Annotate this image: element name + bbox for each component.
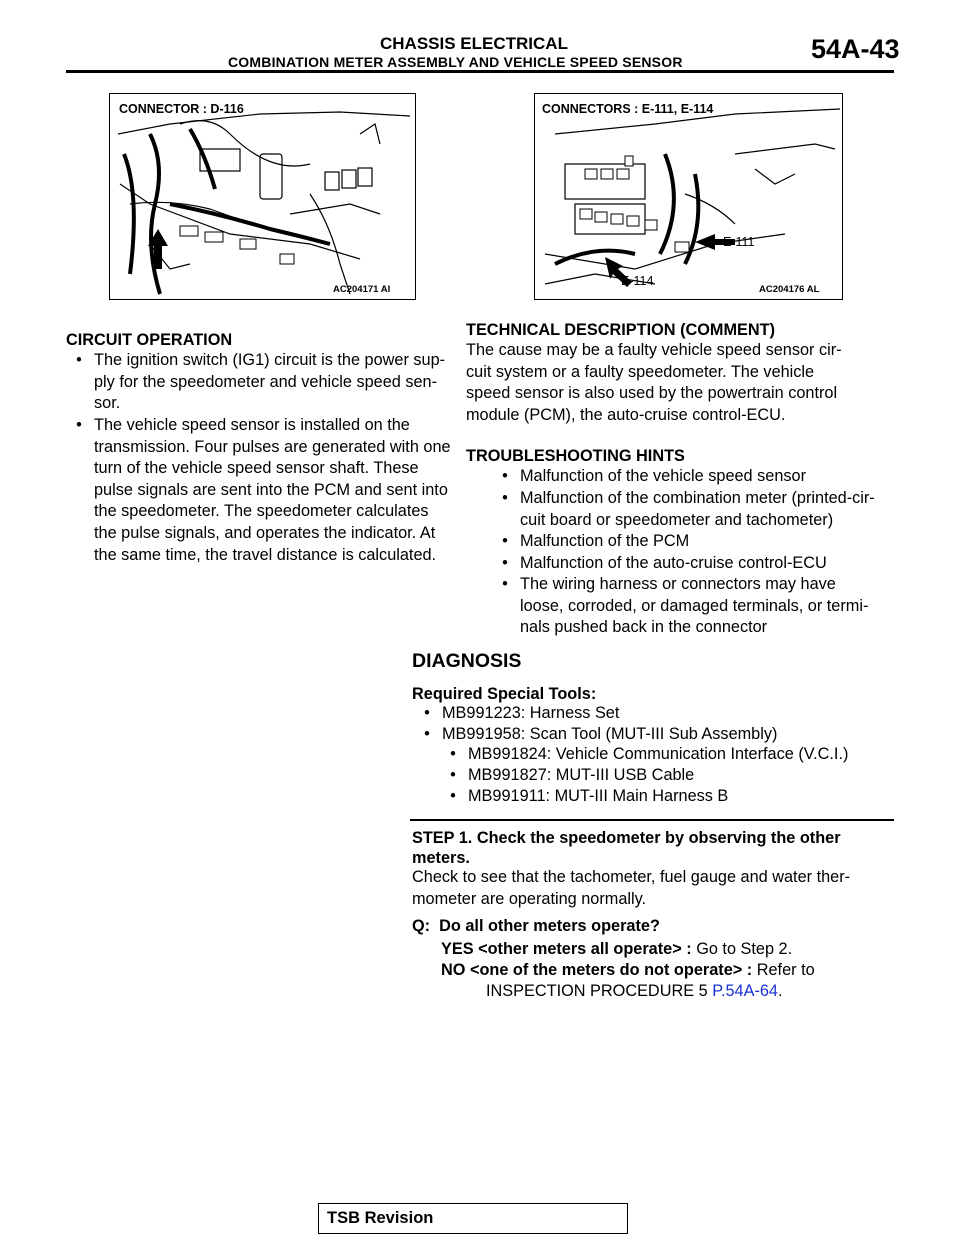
circuit-b2-line: turn of the vehicle speed sensor shaft. These: [94, 459, 419, 478]
tech-line: speed sensor is also used by the powertrain control: [466, 384, 838, 403]
bullet-dot: •: [502, 489, 508, 507]
step1-no: [441, 960, 815, 982]
tech-text: [466, 340, 896, 426]
step1-title-line: meters.: [412, 848, 470, 867]
section-title: CHASSIS ELECTRICAL: [380, 34, 568, 53]
hint-line: Malfunction of the combination meter (printed-cir-: [520, 489, 875, 507]
tool-sub-line: MB991824: Vehicle Communication Interface (V.C.I.): [468, 745, 849, 763]
diagnosis-heading: DIAGNOSIS: [412, 650, 522, 672]
figure-2-label-e114: E-114: [621, 274, 654, 288]
connector-d116-illustration: [110, 94, 416, 300]
bullet-dot: •: [450, 766, 456, 784]
circuit-b2-line: the same time, the travel distance is calculated.: [94, 545, 437, 564]
circuit-b1-line: sor.: [94, 394, 121, 413]
figure-2-code: AC204176 AL: [759, 284, 820, 295]
step-divider: [410, 819, 894, 821]
figure-1-code: AC204171 AI: [333, 284, 391, 295]
no-text: Refer to: [756, 961, 815, 979]
step1-question: Q: Do all other meters operate?: [412, 917, 660, 935]
hint-line: Malfunction of the PCM: [520, 532, 690, 550]
page-number: 54A-43: [811, 34, 900, 64]
header-rule: [66, 70, 894, 73]
circuit-b2-line: pulse signals are sent into the PCM and sent into: [94, 480, 448, 499]
hint-line: loose, corroded, or damaged terminals, or termi-: [520, 596, 869, 615]
step1-title: [412, 828, 892, 869]
circuit-b1-line: The ignition switch (IG1) circuit is the power sup-: [94, 351, 446, 369]
tsb-revision-label: TSB Revision: [327, 1209, 434, 1227]
hints-heading: TROUBLESHOOTING HINTS: [466, 447, 685, 465]
bullet-dot: •: [450, 787, 456, 805]
circuit-b1-line: ply for the speedometer and vehicle speed sen-: [94, 372, 438, 391]
tool-sub-line: MB991827: MUT-III USB Cable: [468, 766, 695, 784]
circuit-b2-line: the pulse signals, and operates the indicator. At: [94, 523, 436, 542]
hint-line: cuit board or speedometer and tachometer): [520, 510, 834, 529]
tech-line: The cause may be a faulty vehicle speed sensor cir-: [466, 341, 842, 359]
step1-desc: [412, 867, 892, 910]
hint-line: The wiring harness or connectors may have: [520, 575, 836, 593]
circuit-heading: CIRCUIT OPERATION: [66, 331, 233, 349]
bullet-dot: •: [76, 416, 82, 434]
section-subtitle: COMBINATION METER ASSEMBLY AND VEHICLE SPEED SENSOR: [228, 54, 683, 70]
figure-1-title: CONNECTOR : D-116: [119, 102, 244, 116]
bullet-dot: •: [76, 351, 82, 369]
bullet-dot: •: [450, 745, 456, 763]
connectors-e111-e114-illustration: [535, 94, 843, 300]
circuit-b2-line: The vehicle speed sensor is installed on the: [94, 416, 410, 434]
bullet-dot: •: [502, 554, 508, 572]
bullet-dot: •: [502, 532, 508, 550]
hint-line: Malfunction of the auto-cruise control-ECU: [520, 554, 827, 572]
no-procedure: INSPECTION PROCEDURE 5: [486, 982, 708, 1000]
tool-line: MB991958: Scan Tool (MUT-III Sub Assembly): [442, 725, 778, 743]
figure-connectors-e111-e114: [534, 93, 843, 300]
yes-label: YES <other meters all operate> :: [441, 940, 692, 958]
tools-heading: Required Special Tools:: [412, 685, 597, 703]
bullet-dot: •: [502, 575, 508, 593]
figure-connector-d116: [109, 93, 416, 300]
circuit-b2-line: the speedometer. The speedometer calculates: [94, 502, 429, 521]
page-link[interactable]: P.54A-64: [712, 982, 778, 1000]
tool-sub-line: MB991911: MUT-III Main Harness B: [468, 787, 729, 805]
step1-desc-line: mometer are operating normally.: [412, 889, 647, 908]
circuit-b2-line: transmission. Four pulses are generated with one: [94, 437, 451, 456]
bullet-dot: •: [424, 725, 430, 743]
hint-line: Malfunction of the vehicle speed sensor: [520, 467, 806, 485]
figure-2-title: CONNECTORS : E-111, E-114: [542, 102, 714, 116]
step1-yes: [441, 939, 792, 961]
no-label: NO <one of the meters do not operate> :: [441, 961, 753, 979]
tech-line: module (PCM), the auto-cruise control-ECU.: [466, 405, 786, 424]
step1-no-line2: [486, 981, 783, 1003]
hint-line: nals pushed back in the connector: [520, 618, 768, 637]
no-end: .: [777, 982, 783, 1000]
tool-line: MB991223: Harness Set: [442, 704, 620, 722]
yes-text: Go to Step 2.: [696, 940, 793, 958]
tsb-revision-box: [318, 1203, 628, 1234]
tech-line: cuit system or a faulty speedometer. The vehicle: [466, 362, 815, 381]
tech-heading: TECHNICAL DESCRIPTION (COMMENT): [466, 321, 776, 339]
step1-title-line: STEP 1. Check the speedometer by observing the other: [412, 829, 841, 847]
step1-desc-line: Check to see that the tachometer, fuel gauge and water ther-: [412, 868, 851, 886]
figure-2-label-e111: E-111: [723, 235, 755, 249]
bullet-dot: •: [502, 467, 508, 485]
bullet-dot: •: [424, 704, 430, 722]
